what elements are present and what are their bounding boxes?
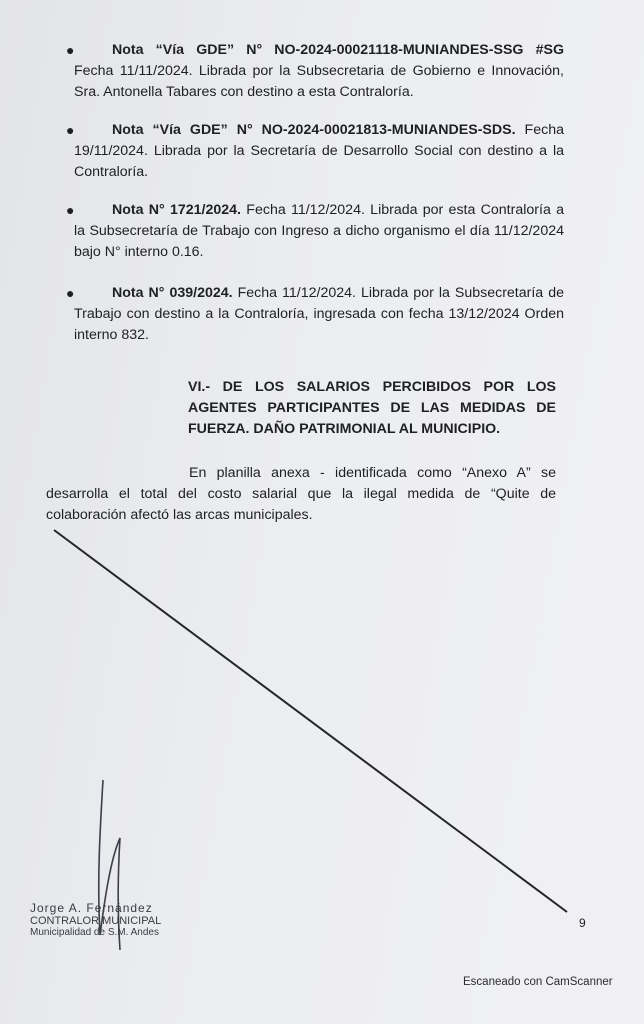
page-number: 9 (579, 916, 586, 930)
signer-name: Jorge A. Fernández (30, 901, 153, 915)
bullet-icon: ● (66, 42, 75, 58)
note-description: Fecha 19/11/2024. Librada por la Secretaría de Desarrollo Social con destino a la Contraloría. (74, 122, 564, 180)
signer-title: CONTRALOR MUNICIPAL (30, 915, 162, 927)
note-reference: Nota N° 1721/2024. (112, 202, 242, 218)
signature-block (30, 901, 161, 939)
note-description: Fecha 11/12/2024. Librada por esta Contraloría a la Subsecretaría de Trabajo con Ingreso a dicho organismo el día 11/12/2024 bajo N° interno 0.16. (74, 202, 564, 260)
note-description: Fecha 11/12/2024. Librada por la Subsecretaría de Trabajo con destino a la Contraloría, ingresada con fecha 13/12/2024 Orden interno 832. (74, 285, 564, 343)
cancellation-line (54, 530, 567, 912)
note-reference: Nota “Vía GDE” N° NO-2024-00021118-MUNIANDES-SSG #SG (112, 42, 564, 58)
note-reference: Nota N° 039/2024. (112, 285, 233, 301)
note-description: Fecha 11/11/2024. Librada por la Subsecretaria de Gobierno e Innovación, Sra. Antonella Tabares con destino a esta Contraloría. (74, 63, 564, 100)
note-reference: Nota “Vía GDE” N° NO-2024-00021813-MUNIANDES-SDS. (112, 122, 516, 138)
scanner-watermark: Escaneado con CamScanner (463, 976, 613, 988)
section-heading: VI.- DE LOS SALARIOS PERCIBIDOS POR LOS AGENTES PARTICIPANTES DE LAS MEDIDAS DE FUERZA. DAÑO PATRIMONIAL AL MUNICIPIO. (188, 379, 556, 437)
bullet-icon: ● (66, 202, 75, 218)
signer-municipality: Municipalidad de S.M. Andes (30, 927, 159, 938)
bullet-icon: ● (66, 285, 75, 301)
bullet-icon: ● (66, 122, 75, 138)
paragraph-text: En planilla anexa - identificada como “Anexo A” se desarrolla el total del costo salarial que la ilegal medida de “Quite de colaboración afectó las arcas municipales. (46, 465, 556, 523)
